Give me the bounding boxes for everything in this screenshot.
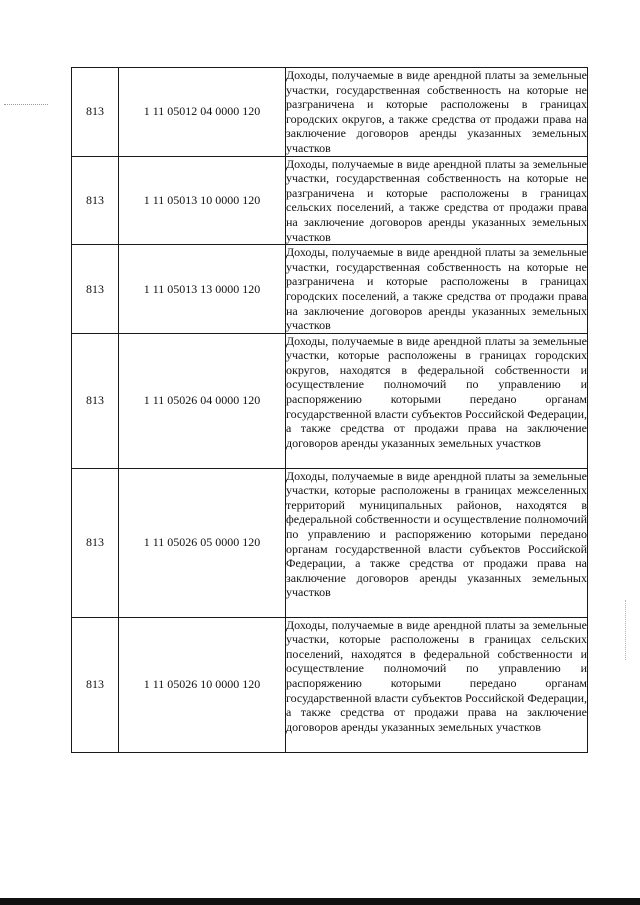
kbk-code-cell: 1 11 05013 10 0000 120 [119, 156, 286, 245]
admin-code-cell: 813 [72, 245, 119, 334]
kbk-code-cell: 1 11 05013 13 0000 120 [119, 245, 286, 334]
table-row [72, 245, 588, 334]
admin-code-cell: 813 [72, 617, 119, 752]
admin-code-cell: 813 [72, 468, 119, 617]
description-cell: Доходы, получаемые в виде арендной платы за земельные участки, государственная собственность на которые не разграничена и которые расположены в границах городских округов, а также средства от продажи права на заключение договоров аренды указанных земельных участков [286, 68, 587, 155]
description-cell: Доходы, получаемые в виде арендной платы за земельные участки, которые расположены в границах сельских поселений, находятся в федеральной собственности и осуществление полномочий по управлению и распоряжению которыми передано органам государственной власти субъектов Российской Федерации, а также средства от продажи права на заключение договоров аренды указанных земельных участков [286, 617, 588, 752]
scan-edge-bar [0, 898, 640, 905]
revenue-codes-table [71, 67, 588, 753]
admin-code-cell: 813 [72, 333, 119, 468]
kbk-code-cell: 1 11 05026 05 0000 120 [119, 468, 286, 617]
table-row [72, 617, 588, 752]
table-row [72, 68, 588, 157]
table-row [72, 468, 588, 617]
admin-code-cell: 813 [72, 156, 119, 245]
description-cell: Доходы, получаемые в виде арендной платы за земельные участки, государственная собственность на которые не разграничена и которые расположены в границах городских поселений, а также средства от продажи права на заключение договоров аренды указанных земельных участков [286, 245, 587, 333]
description-cell: Доходы, получаемые в виде арендной платы за земельные участки, которые расположены в границах городских округов, находятся в федеральной собственности и осуществление полномочий по управлению и распоряжению которыми передано органам государственной власти субъектов Российской Федерации, а также средства от продажи права на заключение договоров аренды указанных земельных участков [286, 333, 588, 468]
description-cell: Доходы, получаемые в виде арендной платы за земельные участки, государственная собственность на которые не разграничена и которые расположены в границах сельских поселений, а также средства от продажи права на заключение договоров аренды указанных земельных участков [286, 156, 587, 244]
admin-code-cell: 813 [72, 68, 119, 157]
description-cell: Доходы, получаемые в виде арендной платы за земельные участки, которые расположены в границах межселенных территорий муниципальных районов, находятся в федеральной собственности и осуществление полномочий по управлению и распоряжению которыми передано органам государственной власти субъектов Российской Федерации, а также средства от продажи права на заключение договоров аренды указанных земельных участков [286, 468, 588, 617]
kbk-code-cell: 1 11 05026 10 0000 120 [119, 617, 286, 752]
scan-margin-marks [625, 600, 626, 660]
table-row [72, 156, 588, 245]
kbk-code-cell: 1 11 05026 04 0000 120 [119, 333, 286, 468]
scan-margin-marks [4, 104, 48, 105]
kbk-code-cell: 1 11 05012 04 0000 120 [119, 68, 286, 157]
table-row [72, 333, 588, 468]
